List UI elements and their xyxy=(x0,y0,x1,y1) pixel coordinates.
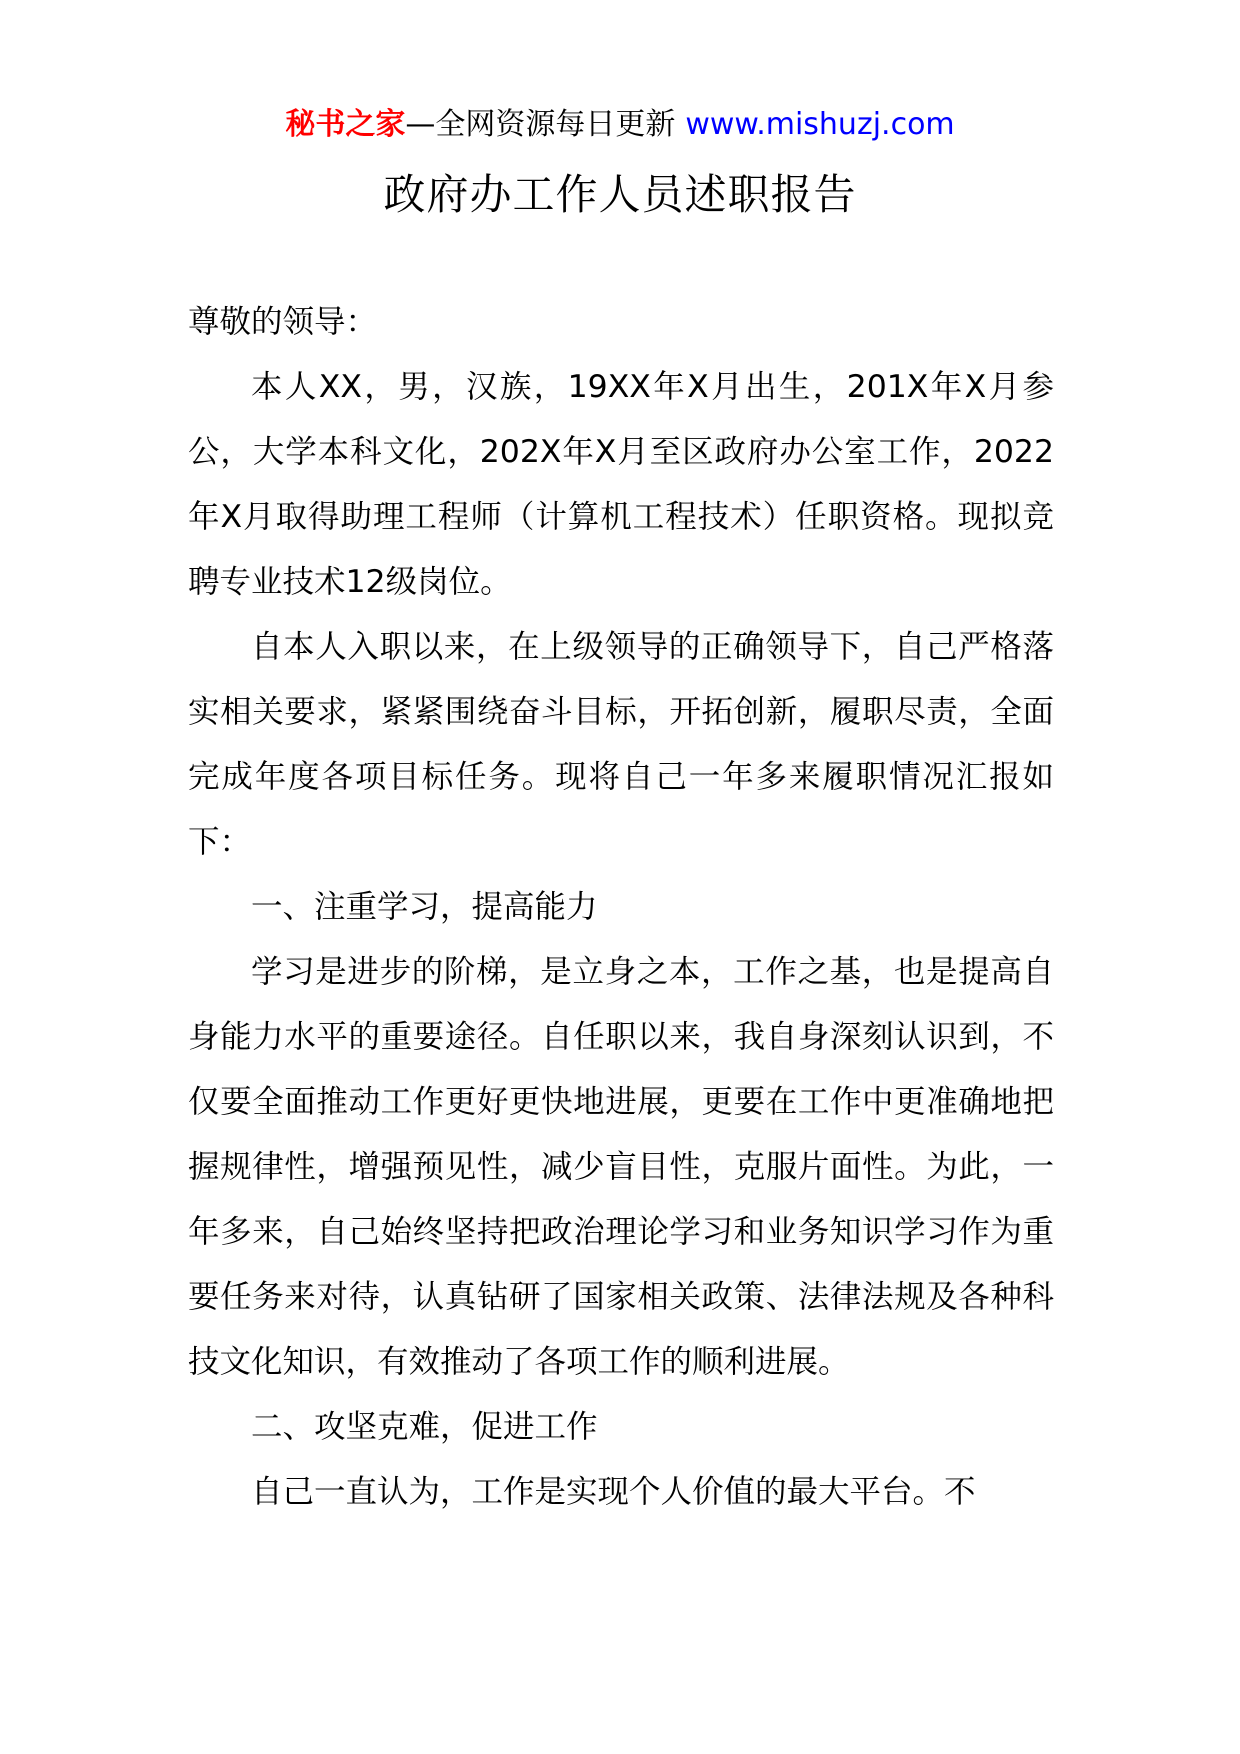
site-header xyxy=(0,100,1240,150)
paragraph-section-2: 自己一直认为，工作是实现个人价值的最大平台。不 xyxy=(251,1474,976,1510)
section-heading-1: 一、注重学习，提高能力 xyxy=(251,889,598,925)
document-body xyxy=(188,290,1054,1525)
paragraph-intro: 本人XX，男，汉族，19XX年X月出生，201X年X月参公，大学本科文化，202X年X月至区政府办公室工作，2022年X月取得助理工程师（计算机工程技术）任职资格。现拟竞聘专业技术12级岗位。 xyxy=(188,369,1054,600)
site-slogan: —全网资源每日更新 xyxy=(405,107,676,142)
site-url-link[interactable]: www.mishuzj.com xyxy=(685,107,955,142)
salutation: 尊敬的领导： xyxy=(188,304,378,340)
site-brand: 秘书之家 xyxy=(285,107,406,142)
paragraph-section-1: 学习是进步的阶梯，是立身之本，工作之基，也是提高自身能力水平的重要途径。自任职以来，我自身深刻认识到，不仅要全面推动工作更好更快地进展，更要在工作中更准确地把握规律性，增强预见性，减少盲目性，克服片面性。为此，一年多来，自己始终坚持把政治理论学习和业务知识学习作为重要任务来对待，认真钻研了国家相关政策、法律法规及各种科技文化知识，有效推动了各项工作的顺利进展。 xyxy=(188,954,1054,1380)
paragraph-overview: 自本人入职以来，在上级领导的正确领导下，自己严格落实相关要求，紧紧围绕奋斗目标，开拓创新，履职尽责，全面完成年度各项目标任务。现将自己一年多来履职情况汇报如下： xyxy=(188,629,1054,860)
section-heading-2: 二、攻坚克难，促进工作 xyxy=(251,1409,598,1445)
document-title: 政府办工作人员述职报告 xyxy=(383,170,857,219)
